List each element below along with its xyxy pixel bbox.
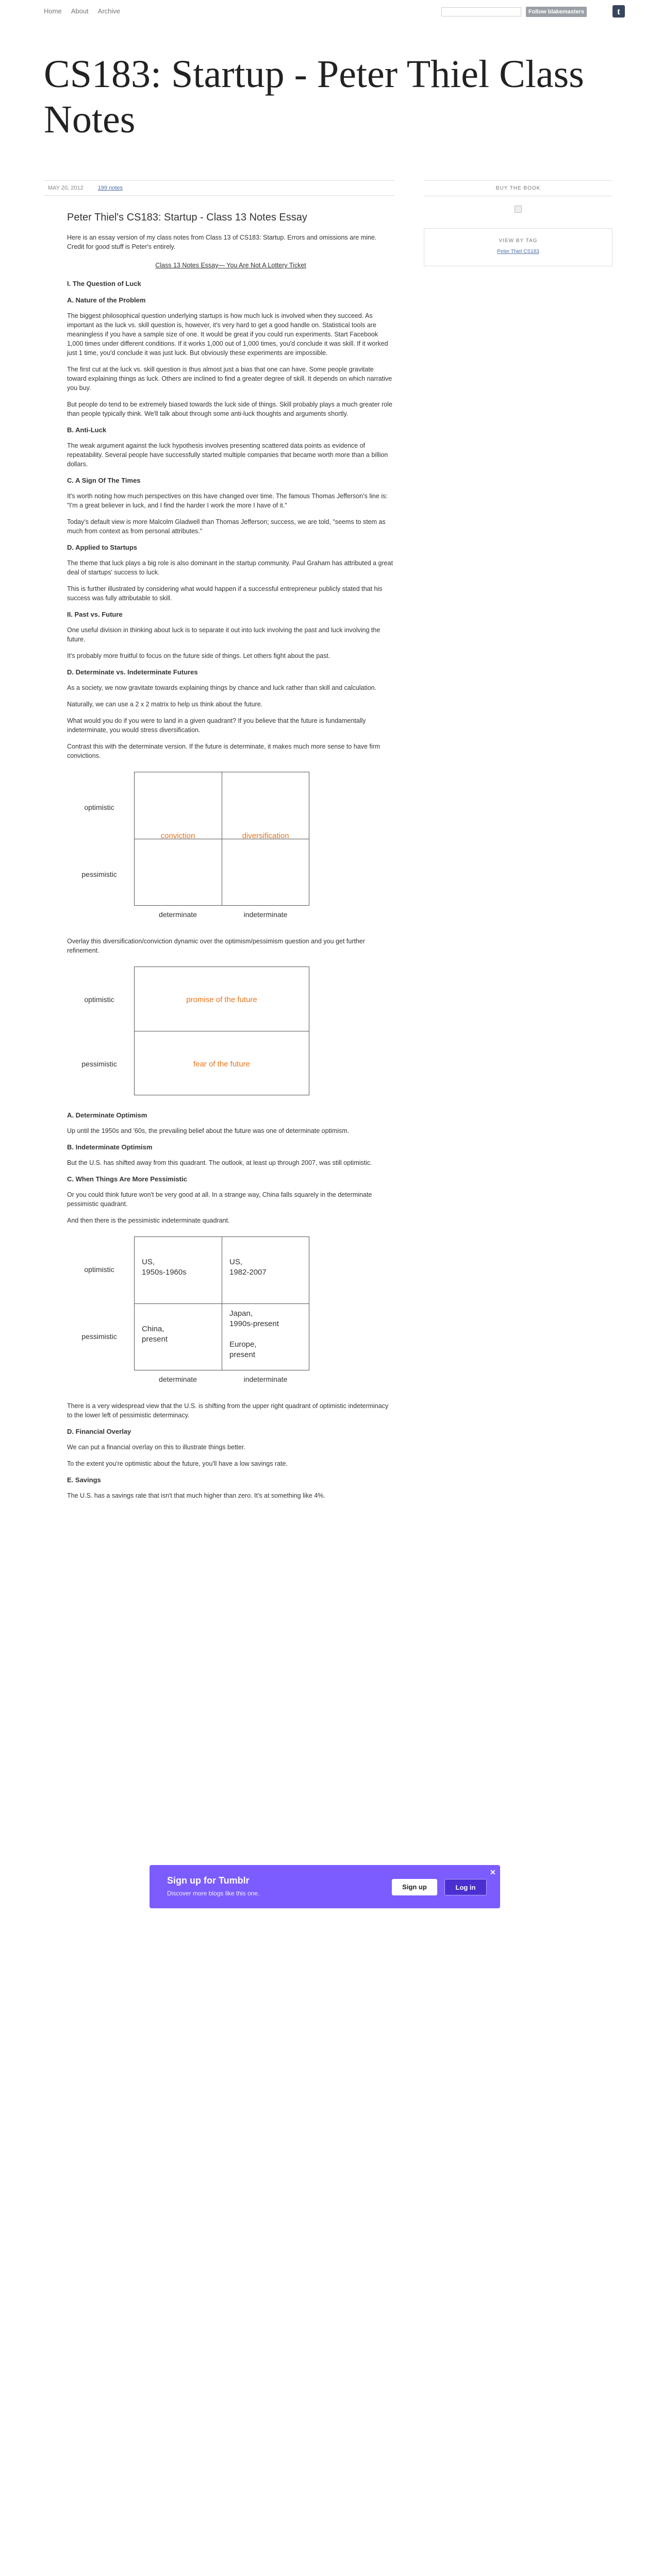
paragraph: There is a very widespread view that the U.S. is shifting from the upper right quadrant of optimistic indeterminacy to the lower left of pessimistic determinacy.: [67, 1402, 389, 1419]
section-heading: I. The Question of Luck: [67, 280, 141, 287]
paragraph: The first cut at the luck vs. skill question is thus almost just a bias that one can have. Some people gravitate toward explaining things as luck. Others are inclined to find a greater degree of skill. It depends on which narrative you buy.: [67, 366, 392, 392]
top-nav: [0, 0, 662, 19]
col-label: indeterminate: [243, 1375, 288, 1383]
paragraph: Or you could think future won't be very good at all. In a strange way, China falls squarely in the determinate pessimistic quadrant.: [67, 1191, 372, 1208]
row-label: optimistic: [84, 1265, 114, 1274]
cell-us-1982: US, 1982-2007: [229, 1258, 267, 1277]
cell-diversification: diversification: [242, 832, 289, 840]
section-heading: II. Past vs. Future: [67, 611, 123, 618]
post-body: [44, 196, 394, 1500]
paragraph: Up until the 1950s and '60s, the prevailing belief about the future was one of determinate optimism.: [67, 1127, 350, 1134]
nav-home-link[interactable]: Home: [44, 7, 62, 15]
cell-fear-of-future: fear of the future: [193, 1060, 251, 1069]
log-in-button[interactable]: Log in: [444, 1879, 487, 1895]
paragraph: Naturally, we can use a 2 x 2 matrix to help us think about the future.: [67, 701, 263, 708]
signup-subtext: Discover more blogs like this one.: [167, 1890, 260, 1897]
paragraph: The biggest philosophical question underlying startups is how much luck is involved when they succeed. As important as the luck vs. skill question is, however, it's very hard to get a good handle on. Statistical tools are meaningless if you have a sample size of one. It would be great if you could run experiments. Start Facebook 1,000 times under different conditions. If it works 1,000 out of 1,000 times, you'd conclude it was skill. If it worked just 1 time, you'd conclude it was just luck. But obviously these experiments are impossible.: [67, 312, 388, 357]
site-title: CS183: Startup - Peter Thiel Class Notes: [44, 53, 584, 141]
section-heading: D. Applied to Startups: [67, 544, 138, 551]
paragraph: The weak argument against the luck hypothesis involves presenting scattered data points as evidence of repeatability. Several people have successfully started multiple companies that became worth more than a billion dollars.: [67, 442, 388, 468]
post: [44, 180, 394, 1507]
section-heading: D. Determinate vs. Indeterminate Futures: [67, 668, 198, 676]
row-label: pessimistic: [81, 1060, 117, 1068]
sidebar: [424, 180, 613, 266]
cell-us-1950s: US, 1950s-1960s: [142, 1258, 187, 1277]
col-label: indeterminate: [243, 910, 288, 919]
nav-archive-link[interactable]: Archive: [97, 7, 121, 15]
book-image[interactable]: [515, 206, 522, 213]
post-meta: [44, 180, 394, 196]
cell-japan-europe: Japan, 1990s-present Europe, present: [229, 1309, 279, 1359]
section-heading: B. Indeterminate Optimism: [67, 1143, 153, 1151]
paragraph: One useful division in thinking about luck is to separate it out into luck involving the past and luck involving the future.: [67, 626, 380, 643]
post-intro: Here is an essay version of my class notes from Class 13 of CS183: Startup. Errors and omissions are mine. Credit for good stuff is Peter's entirely.: [67, 234, 377, 250]
col-label: determinate: [159, 910, 197, 919]
paragraph: But people do tend to be extremely biased towards the luck side of things. Skill probably plays a much greater role than people typically think. We'll talk about through some anti-luck thoughts and arguments shortly.: [67, 401, 392, 417]
essay-link[interactable]: Class 13 Notes Essay— You Are Not A Lottery Ticket: [155, 262, 306, 269]
section-heading: D. Financial Overlay: [67, 1428, 131, 1435]
essay-link-line: [67, 261, 394, 270]
paragraph: The U.S. has a savings rate that isn't that much higher than zero. It's at something like 4%.: [67, 1492, 325, 1499]
paragraph: Overlay this diversification/conviction dynamic over the optimism/pessimism question and you get further refinement.: [67, 938, 366, 954]
paragraph: As a society, we now gravitate towards explaining things by chance and luck rather than skill and calculation.: [67, 684, 377, 691]
paragraph: To the extent you're optimistic about the future, you'll have a low savings rate.: [67, 1460, 288, 1467]
paragraph: It's probably more fruitful to focus on the future side of things. Let others fight about the past.: [67, 652, 330, 659]
post-notes-link[interactable]: 199 notes: [97, 185, 123, 191]
paragraph: Today's default view is more Malcolm Gladwell than Thomas Jefferson; success, we are told, "seems to stem as much from context as from personal attributes.": [67, 518, 386, 535]
row-label: optimistic: [84, 803, 114, 811]
cell-china: China, present: [142, 1325, 168, 1344]
paragraph: Contrast this with the determinate version. If the future is determinate, it makes much more sense to have firm convictions.: [67, 743, 380, 759]
nav-links: [44, 7, 120, 15]
search-input[interactable]: [441, 7, 521, 16]
section-heading: B. Anti-Luck: [67, 426, 107, 434]
sign-up-button[interactable]: Sign up: [392, 1879, 437, 1895]
paragraph: The theme that luck plays a big role is also dominant in the startup community. Paul Graham has attributed a great deal of startups' success to luck.: [67, 560, 393, 576]
paragraph: But the U.S. has shifted away from this quadrant. The outlook, at least up through 2007, was still optimistic.: [67, 1159, 372, 1166]
row-label: optimistic: [84, 995, 114, 1004]
paragraph: It's worth noting how much perspectives on this have changed over time. The famous Thomas Jefferson's line is: "I'm a great believer in luck, and I find the harder I work the more I have of it.": [67, 493, 388, 509]
quadrant-chart-3: [67, 1236, 394, 1391]
post-title: Peter Thiel's CS183: Startup - Class 13 Notes Essay: [67, 212, 307, 223]
section-heading: E. Savings: [67, 1476, 101, 1484]
section-heading: C. A Sign Of The Times: [67, 477, 141, 484]
paragraph: What would you do if you were to land in a given quadrant? If you believe that the future is fundamentally indeterminate, you would stress diversification.: [67, 717, 366, 734]
quadrant-chart-1: [67, 772, 394, 926]
tag-link[interactable]: Peter Thiel CS183: [497, 249, 539, 255]
tumblr-logo-icon[interactable]: t: [613, 5, 625, 18]
section-heading: C. When Things Are More Pessimistic: [67, 1175, 187, 1183]
tag-box: [424, 228, 613, 266]
buy-book-heading: BUY THE BOOK: [424, 180, 613, 196]
quadrant-chart-2: [67, 967, 394, 1100]
paragraph: This is further illustrated by considering what would happen if a successful entrepreneur publicly stated that his success was fully attributable to skill.: [67, 585, 383, 602]
view-by-tag-heading: VIEW BY TAG: [499, 238, 538, 244]
section-heading: A. Determinate Optimism: [67, 1111, 147, 1119]
cell-promise-of-future: promise of the future: [186, 995, 257, 1004]
row-label: pessimistic: [81, 1332, 117, 1341]
post-date: MAY 20, 2012: [48, 185, 84, 191]
col-label: determinate: [159, 1375, 197, 1383]
cell-conviction: conviction: [160, 832, 195, 840]
follow-button[interactable]: Follow blakemasters: [526, 7, 587, 17]
paragraph: And then there is the pessimistic indeterminate quadrant.: [67, 1217, 230, 1224]
nav-about-link[interactable]: About: [71, 7, 89, 15]
row-label: pessimistic: [81, 870, 117, 878]
signup-heading: Sign up for Tumblr: [167, 1875, 250, 1886]
paragraph: We can put a financial overlay on this to illustrate things better.: [67, 1444, 245, 1451]
signup-banner: [150, 1865, 500, 1908]
section-heading: A. Nature of the Problem: [67, 296, 146, 304]
close-icon[interactable]: ✕: [490, 1868, 496, 1876]
